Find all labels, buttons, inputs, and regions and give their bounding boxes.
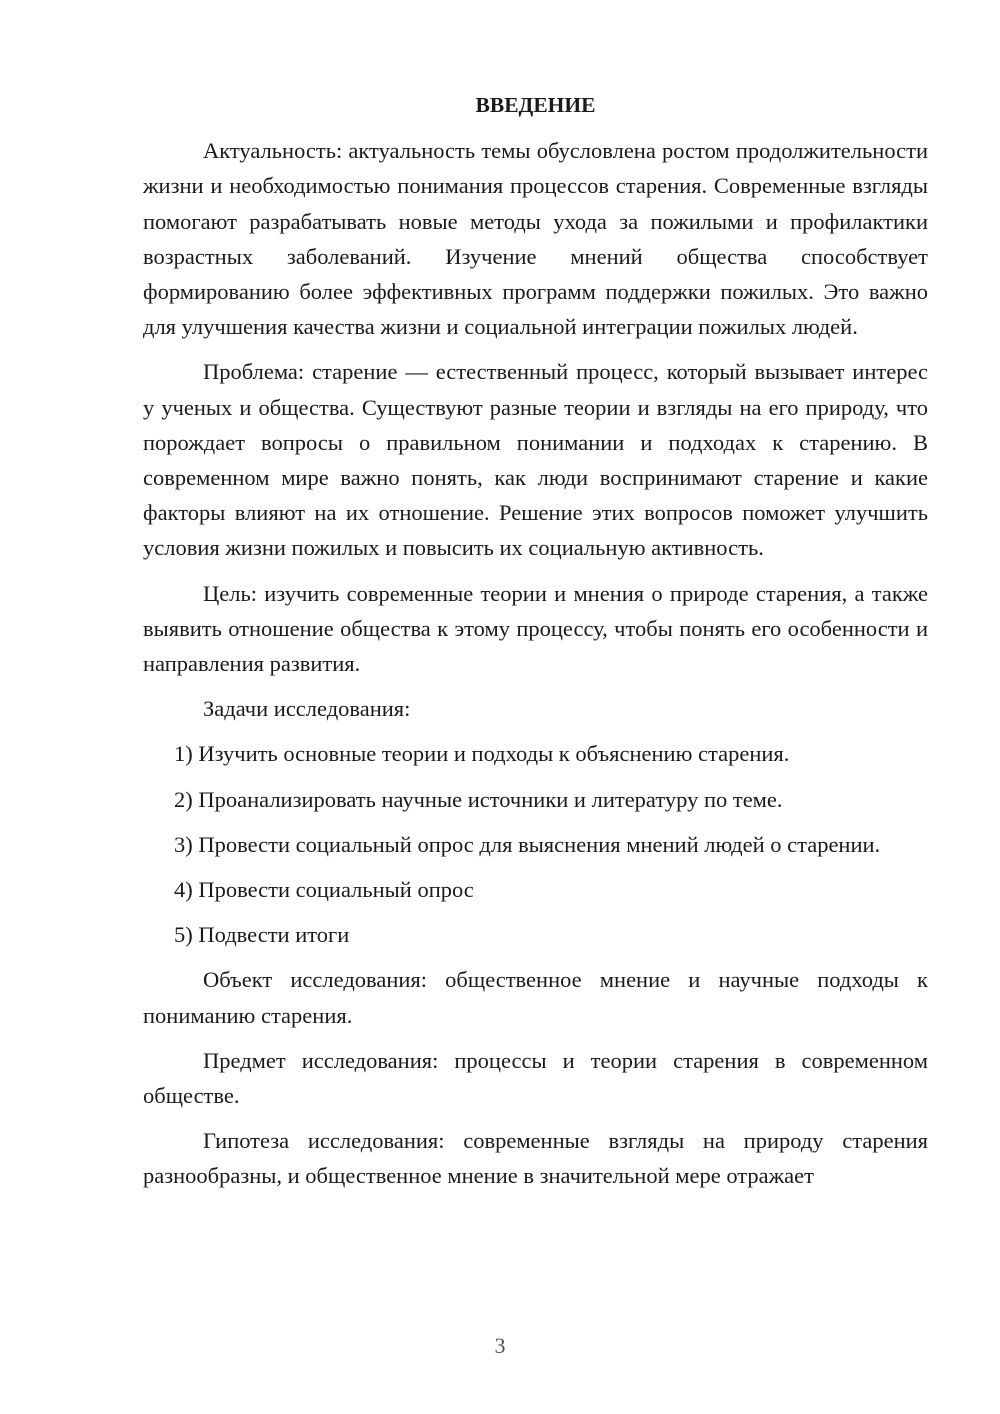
paragraph-subject: Предмет исследования: процессы и теории старения в современном обществе.: [143, 1047, 928, 1109]
task-item-2: 2) Проанализировать научные источники и литературу по теме.: [174, 786, 783, 812]
document-page: [143, 88, 928, 1204]
page-number: 3: [494, 1333, 506, 1358]
paragraph-object: Объект исследования: общественное мнение и научные подходы к пониманию старения.: [143, 967, 928, 1028]
paragraph-relevance: Актуальность: актуальность темы обусловлена ростом продолжительности жизни и необходимостью понимания процессов старения. Современные взгляды помогают разрабатывать новые методы ухода за пожилыми и профилактики возрастных заболеваний. Изучение мнений общества способствует формированию более эффективных программ поддержки пожилых. Это важно для улучшения качества жизни и социальной интеграции пожилых людей.: [143, 138, 928, 340]
paragraph-goal: Цель: изучить современные теории и мнения о природе старения, а также выявить отношение общества к этому процессу, чтобы понять его особенности и направления развития.: [143, 580, 928, 677]
task-item-1: 1) Изучить основные теории и подходы к объяснению старения.: [174, 741, 790, 767]
tasks-heading: Задачи исследования:: [203, 696, 411, 722]
task-item-5: 5) Подвести итоги: [174, 922, 350, 948]
page-title: ВВЕДЕНИЕ: [475, 93, 596, 117]
paragraph-hypothesis: Гипотеза исследования: современные взгляды на природу старения разнообразны, и общественное мнение в значительной мере отражает: [143, 1128, 928, 1189]
task-item-4: 4) Провести социальный опрос: [174, 877, 474, 903]
paragraph-problem: Проблема: старение — естественный процесс, который вызывает интерес у ученых и общества. Существуют разные теории и взгляды на его природу, что порождает вопросы о правильном понимании и подходах к старению. В современном мире важно понять, как люди воспринимают старение и какие факторы влияют на их отношение. Решение этих вопросов поможет улучшить условия жизни пожилых и повысить их социальную активность.: [143, 359, 928, 561]
task-item-3: 3) Провести социальный опрос для выяснения мнений людей о старении.: [174, 831, 881, 857]
